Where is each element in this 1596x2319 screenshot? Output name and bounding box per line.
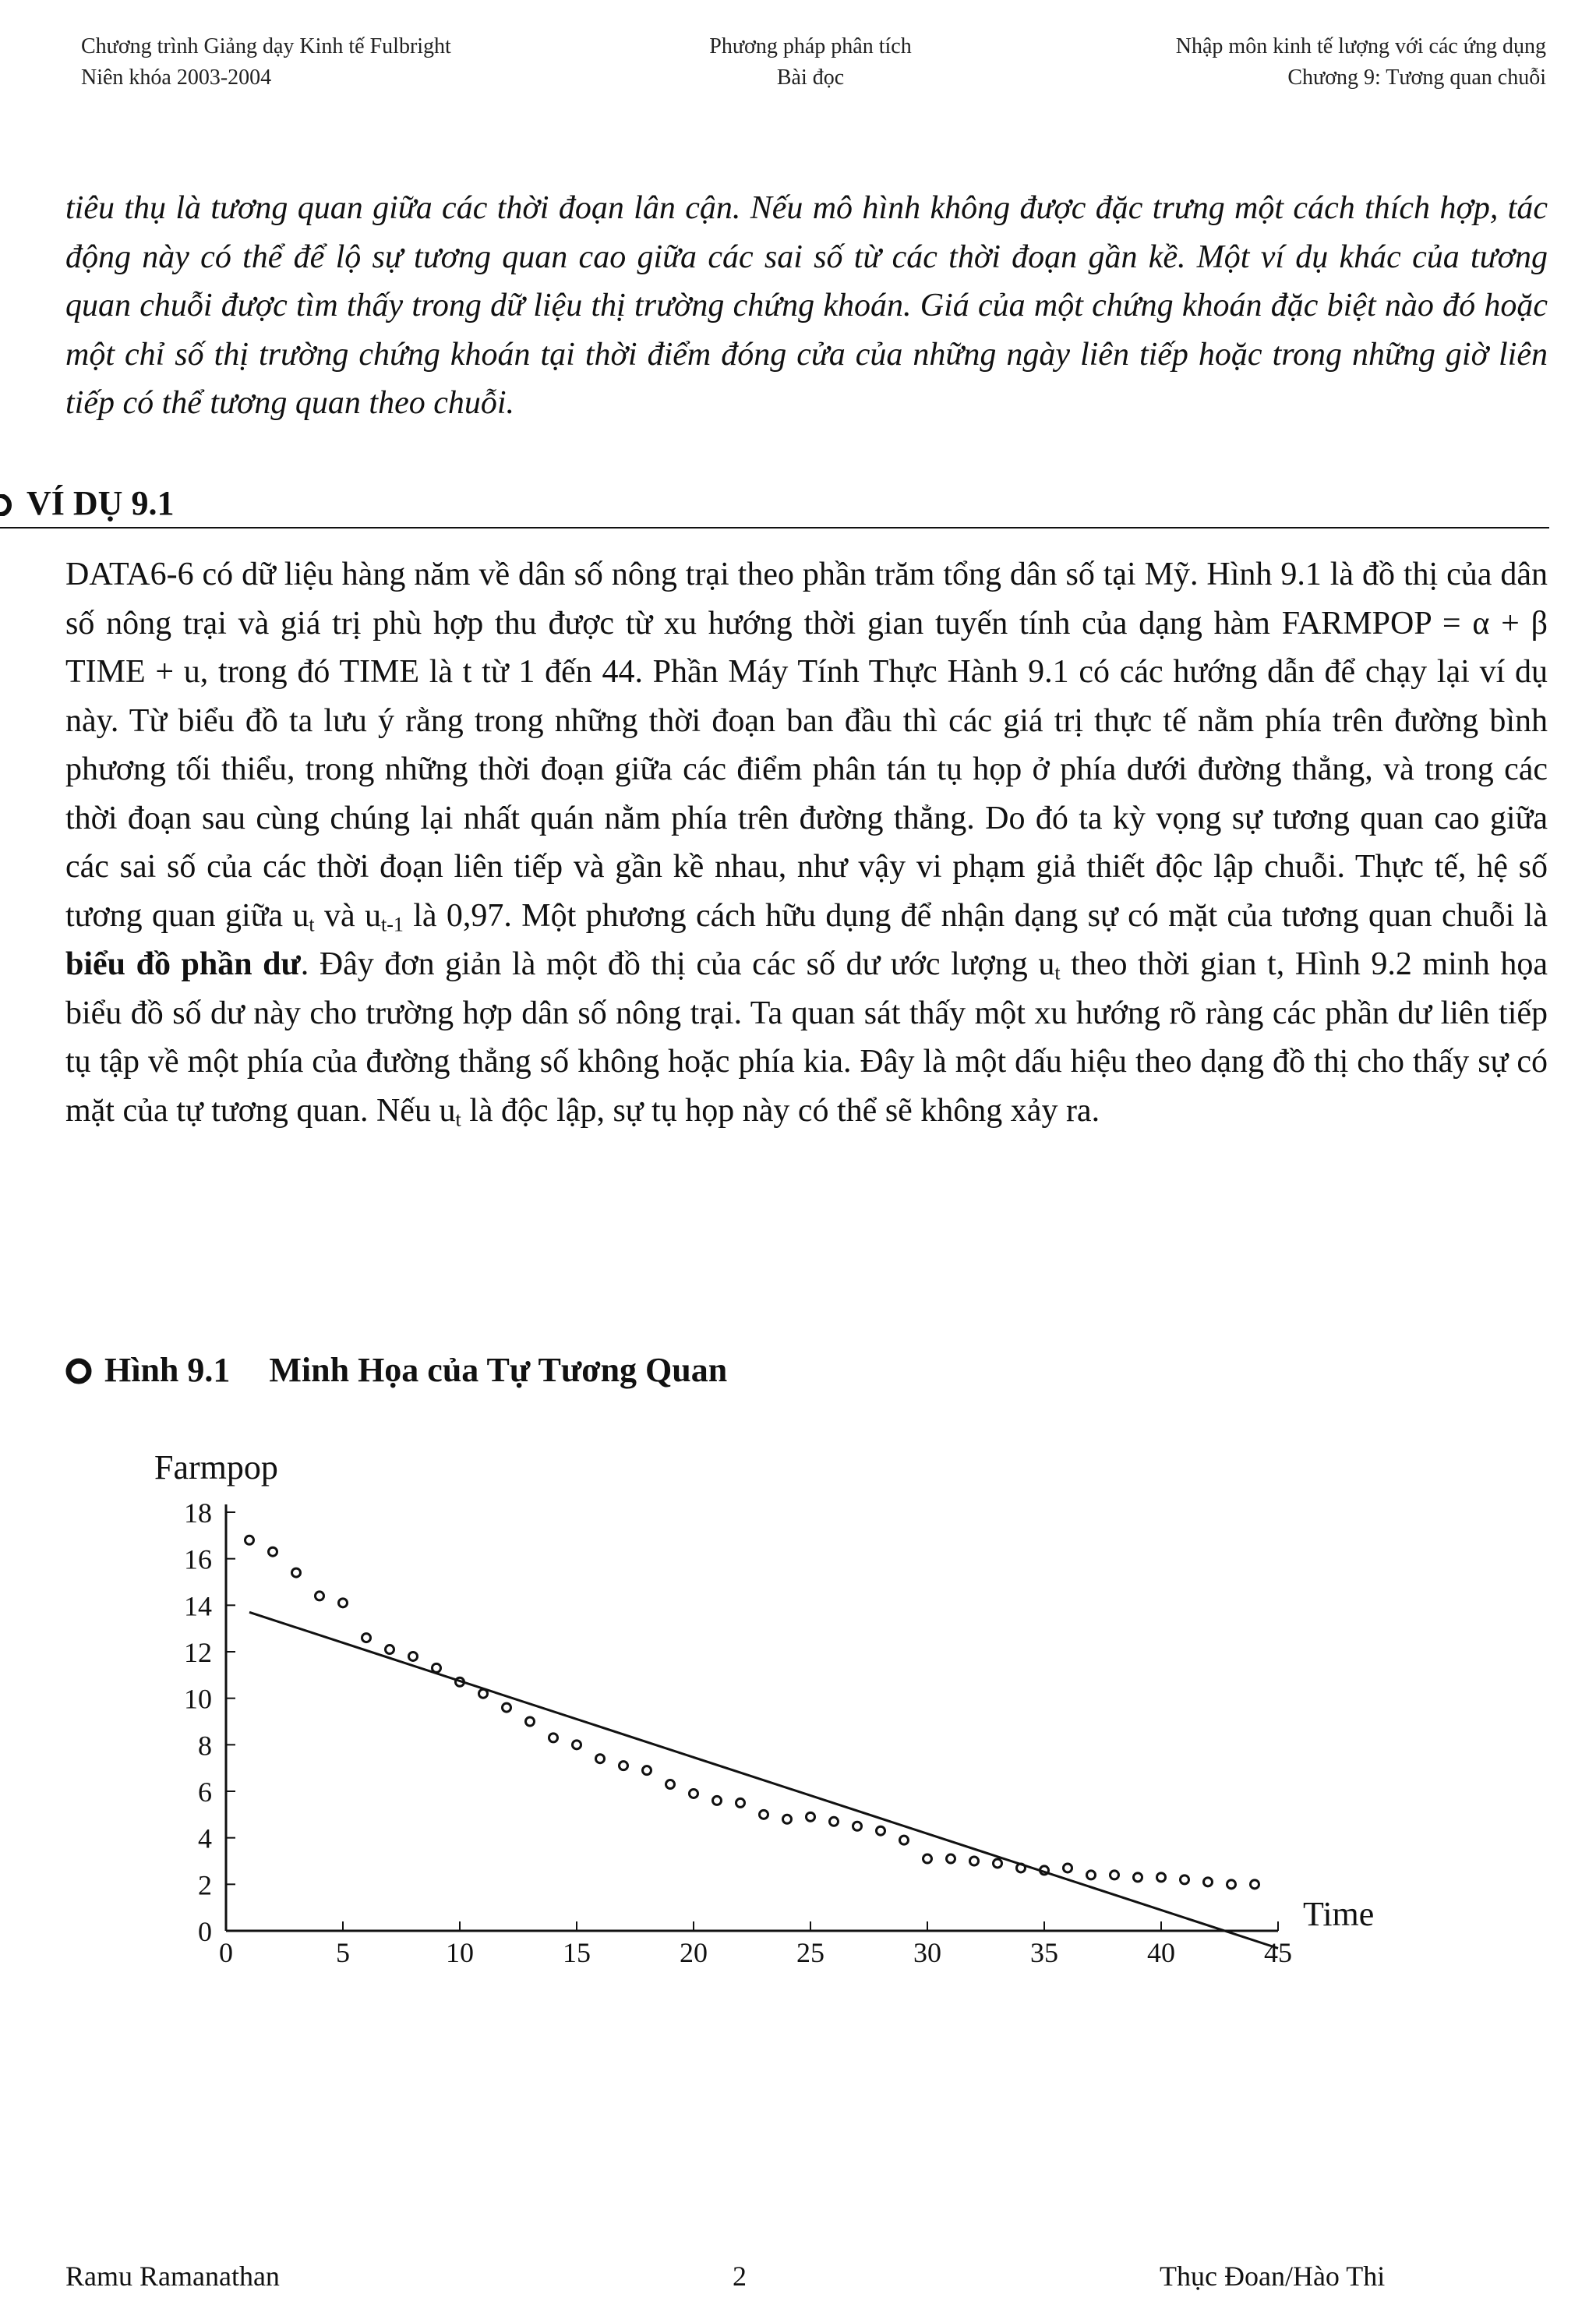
data-point	[760, 1810, 768, 1819]
x-tick-label: 30	[913, 1937, 941, 1968]
y-tick-label: 2	[198, 1869, 212, 1901]
data-point	[736, 1798, 745, 1807]
farmpop-scatter-chart	[0, 1426, 1481, 1972]
data-point	[947, 1854, 955, 1863]
x-tick-label: 15	[563, 1937, 591, 1968]
data-point	[292, 1568, 301, 1577]
header-course: Chương trình Giảng dạy Kinh tế Fulbright	[81, 34, 451, 58]
y-tick-label: 8	[198, 1730, 212, 1762]
section-divider	[0, 527, 1549, 528]
data-point	[830, 1817, 839, 1826]
figure-number: Hình 9.1	[104, 1351, 231, 1389]
intro-paragraph: tiêu thụ là tương quan giữa các thời đoạn lân cận. Nếu mô hình không được đặc trưng một cách thích hợp, tác động này có thể để lộ sự tương quan cao giữa các sai số từ các thời đoạn gần kề. Một ví dụ khác của tương quan chuỗi được tìm thấy trong dữ liệu thị trường chứng khoán. Giá của một chứng khoán đặc biệt nào đó hoặc một chỉ số thị trường chứng khoán tại thời điểm đóng cửa của những ngày liên tiếp hoặc trong những giờ liên tiếp có thể tương quan theo chuỗi.	[65, 190, 1548, 421]
data-point	[1134, 1873, 1142, 1882]
data-point	[643, 1766, 651, 1775]
data-point	[1204, 1878, 1213, 1886]
x-axis-label: Time	[1303, 1895, 1375, 1933]
y-tick-label: 6	[198, 1776, 212, 1808]
x-tick-label: 25	[796, 1937, 824, 1968]
page-number: 2	[733, 2261, 747, 2292]
bullet-icon	[65, 1352, 92, 1378]
chart-trend	[249, 1612, 1278, 1948]
footer-author: Ramu Ramanathan	[65, 2261, 280, 2292]
figure-caption	[65, 1349, 727, 1392]
bold-term: biểu đồ phần dư	[65, 946, 301, 982]
data-point	[1251, 1880, 1259, 1889]
data-point	[783, 1815, 792, 1823]
data-point	[620, 1762, 628, 1770]
data-point	[245, 1536, 254, 1544]
header-book-title: Nhập môn kinh tế lượng với các ứng dụng	[1175, 34, 1546, 58]
data-point	[900, 1836, 909, 1844]
y-tick-label: 18	[184, 1497, 212, 1529]
header-subject: Phương pháp phân tích	[709, 34, 912, 58]
y-tick-label: 12	[184, 1637, 212, 1668]
bullet-icon	[0, 483, 16, 505]
data-point	[269, 1547, 277, 1556]
y-tick-label: 4	[198, 1822, 212, 1854]
data-point	[690, 1789, 698, 1798]
y-axis-label: Farmpop	[154, 1448, 278, 1486]
header-year: Niên khóa 2003-2004	[81, 65, 272, 90]
x-tick-label: 0	[219, 1937, 233, 1968]
data-point	[1227, 1880, 1236, 1889]
example-paragraph: DATA6-6 có dữ liệu hàng năm về dân số nông trại theo phần trăm tổng dân số tại Mỹ. Hình 9.1 là đồ thị của dân số nông trại và giá trị phù hợp thu được từ xu hướng thời gian tuyến tính của dạng hàm FARMPOP = α + β TIME + u, trong đó TIME là t từ 1 đến 44. Phần Máy Tính Thực Hành 9.1 có các hướng dẫn để chạy lại ví dụ này. Từ biểu đồ ta lưu ý rằng trong những thời đoạn ban đầu thì các giá trị thực tế nằm phía trên đường bình phương tối thiểu, trong những thời đoạn giữa các điểm phân tán tụ họp ở phía dưới đường thẳng, và trong các thời đoạn sau cùng chúng lại nhất quán nằm phía trên đường thẳng. Do đó ta kỳ vọng sự tương quan cao giữa các sai số của các thời đoạn liên tiếp và gần kề nhau, như vậy vi phạm giả thiết độc lập chuỗi. Thực tế, hệ số tương quan giữa $u_t$ và $u_{t-1}$ là 0,97. Một phương cách hữu dụng để nhận dạng sự có mặt của tương quan chuỗi là biểu đồ phần dư. Đây đơn giản là một đồ thị của các số dư ước lượng $u_t$ theo thời gian t, Hình 9.2 minh họa biểu đồ số dư này cho trường hợp dân số nông trại. Ta quan sát thấy một xu hướng rõ ràng các phần dư liên tiếp tụ tập về một phía của đường thẳng số không hoặc phía kia. Đây là một dấu hiệu theo dạng đồ thị cho thấy sự có mặt của tự tương quan. Nếu $u_t$ là độc lập, sự tụ họp này có thể sẽ không xảy ra.	[65, 557, 1548, 1130]
data-point	[1087, 1871, 1096, 1879]
data-point	[994, 1859, 1002, 1868]
data-point	[1110, 1871, 1119, 1879]
header-doc-type: Bài đọc	[776, 65, 845, 90]
footer-translators: Thục Đoan/Hào Thi	[1160, 2261, 1386, 2292]
data-point	[877, 1826, 885, 1835]
x-tick-label: 45	[1264, 1937, 1292, 1968]
data-point	[1157, 1873, 1166, 1882]
data-point	[433, 1663, 441, 1672]
x-tick-label: 20	[680, 1937, 708, 1968]
example-heading	[0, 482, 174, 525]
y-tick-label: 10	[184, 1683, 212, 1715]
y-tick-label: 0	[198, 1916, 212, 1947]
example-heading-text: VÍ DỤ 9.1	[26, 484, 175, 522]
data-point	[666, 1780, 675, 1789]
data-point	[549, 1734, 558, 1742]
data-point	[339, 1599, 348, 1607]
chart-axes	[226, 1504, 1278, 1931]
data-point	[1181, 1875, 1189, 1884]
x-tick-label: 35	[1030, 1937, 1058, 1968]
data-point	[362, 1634, 371, 1642]
data-point	[409, 1652, 418, 1660]
data-point	[596, 1755, 605, 1763]
data-point	[526, 1717, 535, 1726]
data-point	[807, 1812, 815, 1821]
data-point	[316, 1592, 324, 1600]
y-tick-label: 14	[184, 1590, 212, 1622]
data-point	[503, 1703, 511, 1712]
trend-line	[249, 1612, 1278, 1948]
data-point	[573, 1741, 581, 1749]
data-point	[386, 1646, 394, 1654]
header-chapter: Chương 9: Tương quan chuỗi	[1287, 65, 1546, 90]
data-point	[923, 1854, 932, 1863]
figure-title: Minh Họa của Tự Tương Quan	[269, 1351, 728, 1389]
data-point	[713, 1796, 722, 1805]
x-tick-label: 5	[336, 1937, 350, 1968]
data-point	[970, 1857, 979, 1865]
x-tick-label: 40	[1147, 1937, 1175, 1968]
x-tick-label: 10	[446, 1937, 474, 1968]
y-tick-label: 16	[184, 1543, 212, 1575]
data-point	[853, 1822, 862, 1830]
data-point	[1064, 1864, 1072, 1872]
chart-points	[245, 1536, 1259, 1889]
